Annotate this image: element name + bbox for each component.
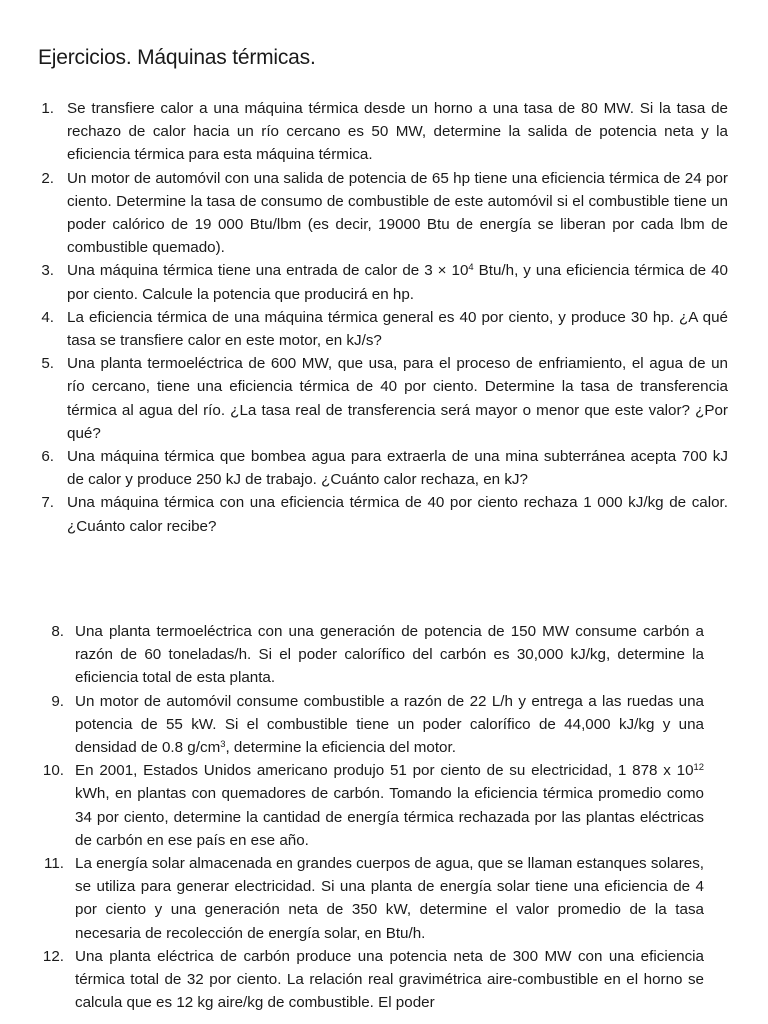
item-number: 7. [41,494,54,512]
item-text: En 2001, Estados Unidos americano produjo 51 por ciento de su electricidad, 1 878 x $10^{12}$ kWh, en plantas con quemadores de carbón. Tomando la eficiencia térmica promedio como 34 por ciento, determine la cantidad de energía térmica rechazada por las plantas eléctricas de carbón en ese país en ese año. [75,761,704,849]
exercise-list-1 [38,97,728,538]
item-number: 8. [51,623,64,640]
item-number: 2. [41,169,54,187]
list-item [38,491,728,537]
list-item [38,852,704,945]
item-number: 6. [41,448,54,466]
list-item [38,352,728,445]
item-number: 4. [41,308,54,326]
item-text: Una máquina térmica que bombea agua para extraerla de una mina subterránea acepta 700 kJ de calor y produce 250 kJ de trabajo. ¿Cuánto calor rechaza, en kJ? [67,448,728,489]
list-item [38,945,704,1015]
item-number: 12. [42,947,64,965]
list-item [38,690,704,760]
list-item [38,167,728,260]
item-text: La energía solar almacenada en grandes cuerpos de agua, que se llaman estanques solares, se utiliza para generar electricidad. Si una planta de energía solar tiene una eficiencia de 4 por ciento y una generación neta de 350 kW, determine el valor promedio de la tasa necesaria de recolección de energía solar, en Btu/h. [75,855,705,942]
item-number: 10. [42,762,64,780]
item-text: Se transfiere calor a una máquina térmica desde un horno a una tasa de 80 MW. Si la tasa de rechazo de calor hacia un río cercano es 50 MW, determine la salida de potencia neta y la eficiencia térmica para esta máquina térmica. [67,100,728,164]
superscript: 4 [468,261,474,273]
item-text: La eficiencia térmica de una máquina térmica general es 40 por ciento, y produce 30 hp. ¿A qué tasa se transfiere calor en este motor, en kJ/s? [67,308,728,350]
item-text: Una planta eléctrica de carbón produce una potencia neta de 300 MW con una eficiencia térmica total de 32 por ciento. La relación real gravimétrica aire-combustible en el horno se calcula que es 12 kg aire/kg de combustible. El poder [75,947,704,1012]
exercise-list-2 [38,620,704,1014]
list-item [38,445,728,491]
list-item [38,306,728,352]
item-number: 9. [51,692,64,710]
item-number: 3. [41,262,54,280]
superscript: 12 [693,761,704,773]
list-item [38,759,704,852]
list-item [38,97,728,167]
item-number: 1. [41,100,54,117]
list-item [38,620,704,690]
item-text: Una máquina térmica tiene una entrada de calor de $3 \times 10^4$ Btu/h, y una eficiencia térmica de 40 por ciento. Calcule la potencia que producirá en hp. [67,261,728,303]
item-text: Una planta termoeléctrica con una generación de potencia de 150 MW consume carbón a razón de 60 toneladas/h. Si el poder calorífico del carbón es 30,000 kJ/kg, determine la eficiencia total de esta planta. [75,623,704,687]
item-text: Una máquina térmica con una eficiencia térmica de 40 por ciento rechaza 1 000 kJ/kg de calor. ¿Cuánto calor recibe? [67,494,728,535]
item-text: Un motor de automóvil consume combustible a razón de 22 L/h y entrega a las ruedas una potencia de 55 kW. Si el combustible tiene un poder calorífico de 44,000 kJ/kg y una densidad de 0.8 $g/cm^3$, determine la eficiencia del motor. [75,692,704,757]
item-text: Un motor de automóvil con una salida de potencia de 65 hp tiene una eficiencia térmica de 24 por ciento. Determine la tasa de consumo de combustible de este automóvil si el combustible tiene un poder calórico de 19 000 Btu/lbm (es decir, 19000 Btu de energía se liberan por cada lbm de combustible quemado). [67,169,728,257]
page-title: Ejercicios. Máquinas térmicas. [38,46,316,69]
item-number: 11. [44,855,64,873]
superscript: 3 [220,737,226,749]
list-item [38,259,728,305]
item-text: Una planta termoeléctrica de 600 MW, que usa, para el proceso de enfriamiento, el agua de un río cercano, tiene una eficiencia térmica de 40 por ciento. Determine la tasa de transferencia térmica al agua del río. ¿La tasa real de transferencia será mayor o menor que este valor? ¿Por qué? [67,355,728,442]
item-number: 5. [41,355,54,373]
